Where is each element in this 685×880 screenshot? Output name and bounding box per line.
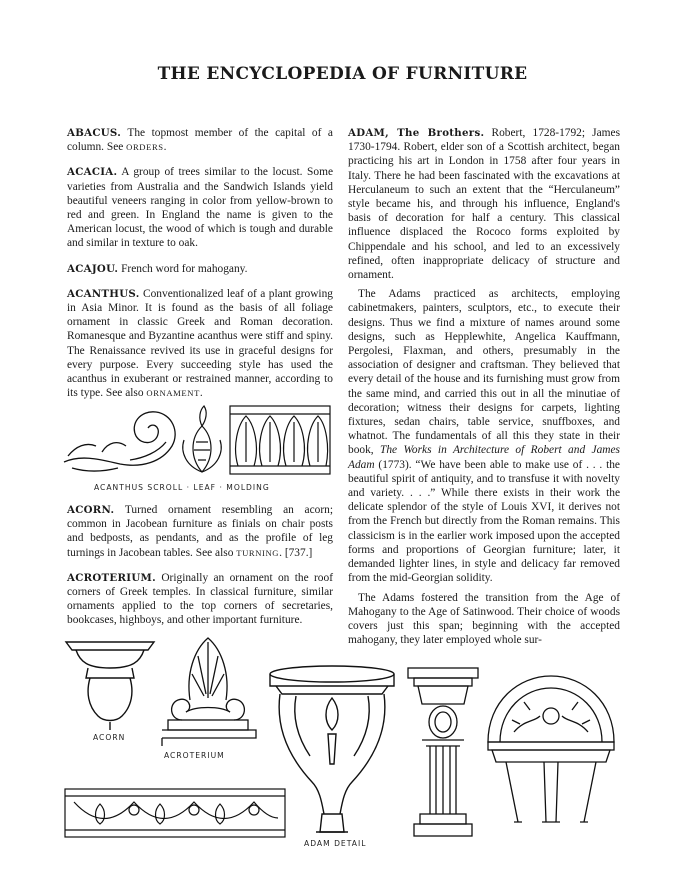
acorn-caption: ACORN xyxy=(93,733,126,742)
acroterium-illustration xyxy=(160,634,258,750)
adam-caption: ADAM DETAIL xyxy=(304,839,367,848)
acanthus-illustration xyxy=(62,402,334,480)
cross-reference: TURNING xyxy=(236,547,280,558)
acroterium-caption: ACROTERIUM xyxy=(164,751,225,760)
entry-acorn xyxy=(67,503,333,560)
entry-text: The topmost member of the capital of a column. See xyxy=(67,127,333,154)
entry-acajou xyxy=(67,262,333,276)
right-column xyxy=(348,126,620,652)
pilaster-icon xyxy=(408,668,478,836)
acanthus-caption: ACANTHUS SCROLL · LEAF · MOLDING xyxy=(94,483,270,492)
left-column xyxy=(67,126,333,411)
adam-demilune-illustration xyxy=(484,672,618,832)
headword: ACANTHUS. xyxy=(67,287,140,300)
headword: ACORN. xyxy=(67,504,115,516)
entry-text: Originally an ornament on the roof corners of Greek temples. In classical furniture, similar ornaments applied to the top corners of secretaries, bookcases, highboys, and other important furniture. xyxy=(67,571,333,627)
adam-paragraph-2 xyxy=(348,287,620,585)
headword: ACAJOU. xyxy=(67,262,119,275)
headword: ADAM, The Brothers. xyxy=(348,127,485,139)
page-title: THE ENCYCLOPEDIA OF FURNITURE xyxy=(157,64,528,84)
entry-text: Turned ornament resembling an acorn; common in Jacobean furniture as finials on chair posts and bedposts, as pendants, and as the profile of leg turnings in Jacobean tables. See also xyxy=(67,504,333,559)
entry-text: Robert, 1728-1792; James 1730-1794. Robert, elder son of a Scottish architect, began practicing his art in London in 1758 after four years in Italy. There he had been fascinated with the excavations at Herculaneum to such an extent that the “Herculaneum” style became his, and through his influence, England's basis of decoration for half a century. This classical influence displaced the Rococo forms exploited by Chippendale and his school, and led to an excessively refined, often inappropriate delicacy of structure and ornament. xyxy=(348,127,621,282)
adam-column-illustration xyxy=(404,664,482,840)
frieze-icon xyxy=(65,789,285,837)
acanthus-molding-icon xyxy=(230,406,330,474)
entry-text: Conventionalized leaf of a plant growing in Asia Minor. It is found as the basis of all foliage ornament in classic Greek and Roman decoration. Romanesque and Byzantine acanthus were stiff and spiny. The Renaissance revived its use in graceful designs for every purpose. Every succeeding style has used the acanthus in exuberant or restrained manner, according to its type. See also xyxy=(67,287,333,400)
entry-acroterium xyxy=(67,571,333,628)
entry-tail: . xyxy=(163,141,167,154)
acorn-icon xyxy=(66,642,154,730)
acanthus-leaf-icon xyxy=(183,406,221,472)
console-table-icon xyxy=(270,666,394,832)
cross-reference: ORNAMENT xyxy=(146,388,200,399)
entry-tail: . [737.] xyxy=(279,546,313,559)
adam-paragraph-1 xyxy=(348,126,620,282)
acorn-illustration xyxy=(62,636,158,736)
adam-frieze-illustration xyxy=(64,788,286,838)
entry-text: French word for mahogany. xyxy=(118,262,248,275)
acanthus-scroll-icon xyxy=(64,412,175,471)
left-column-lower xyxy=(67,503,333,639)
entry-text: (1773). “We have been able to make use of . . . the beautiful spirit of antiquity, and to transfuse it with novelty and variety. . . .” While there exists in their work the delicate splendor of the style of Louis XVI, it derives not from the French but directly from the Roman remains. This classicism is in the earlier work imposed upon the accepted forms and proportions of Georgian furniture; later, it demanded lighter lines, in style and delicacy far removed from the mid-Georgian solidity. xyxy=(348,458,620,585)
entry-abacus xyxy=(67,126,333,154)
book-title: The Works in Architecture of Robert and James Adam xyxy=(348,444,620,471)
cross-reference: ORDERS xyxy=(126,142,164,153)
headword: ACROTERIUM. xyxy=(67,571,156,584)
entry-tail: . xyxy=(199,387,203,400)
demilune-table-icon xyxy=(488,676,614,822)
entry-text: The Adams practiced as architects, employing cabinetmakers, painters, sculptors, etc., to execute their designs. Thus we find a mixture of names around some designs, such as Hepplewhite, Angelica Kauffmann, Pergolesi, Flaxman, and others, presumably in the association of designer and craftsman. They believed that every detail of the house and its furnishing must grow from the same mind, and carried this out in all the minutiae of decoration; witness their designs for carpets, lighting fixtures, sedan chairs, table service, snuffboxes, and whatnot. The fundamentals of all this they state in their book, xyxy=(348,288,620,457)
entry-acacia xyxy=(67,165,333,250)
headword: ACACIA. xyxy=(67,166,118,179)
acroterium-icon xyxy=(162,638,256,746)
entry-text: A group of trees similar to the locust. Some varieties from Australia and the Sandwich Islands yield beautiful veneers ranging in color from yellow-brown to red and green. In England the name is given to the American locust, the wood of which is tough and durable and similar in texture to oak. xyxy=(67,166,333,250)
entry-text: The Adams fostered the transition from the Age of Mahogany to the Age of Satinwood. Their choice of woods covers just this span; beginning with the accepted mahogany, they later employed whole sur- xyxy=(348,591,620,647)
headword: ABACUS. xyxy=(67,127,122,139)
adam-paragraph-3 xyxy=(348,591,620,648)
entry-acanthus xyxy=(67,287,333,401)
